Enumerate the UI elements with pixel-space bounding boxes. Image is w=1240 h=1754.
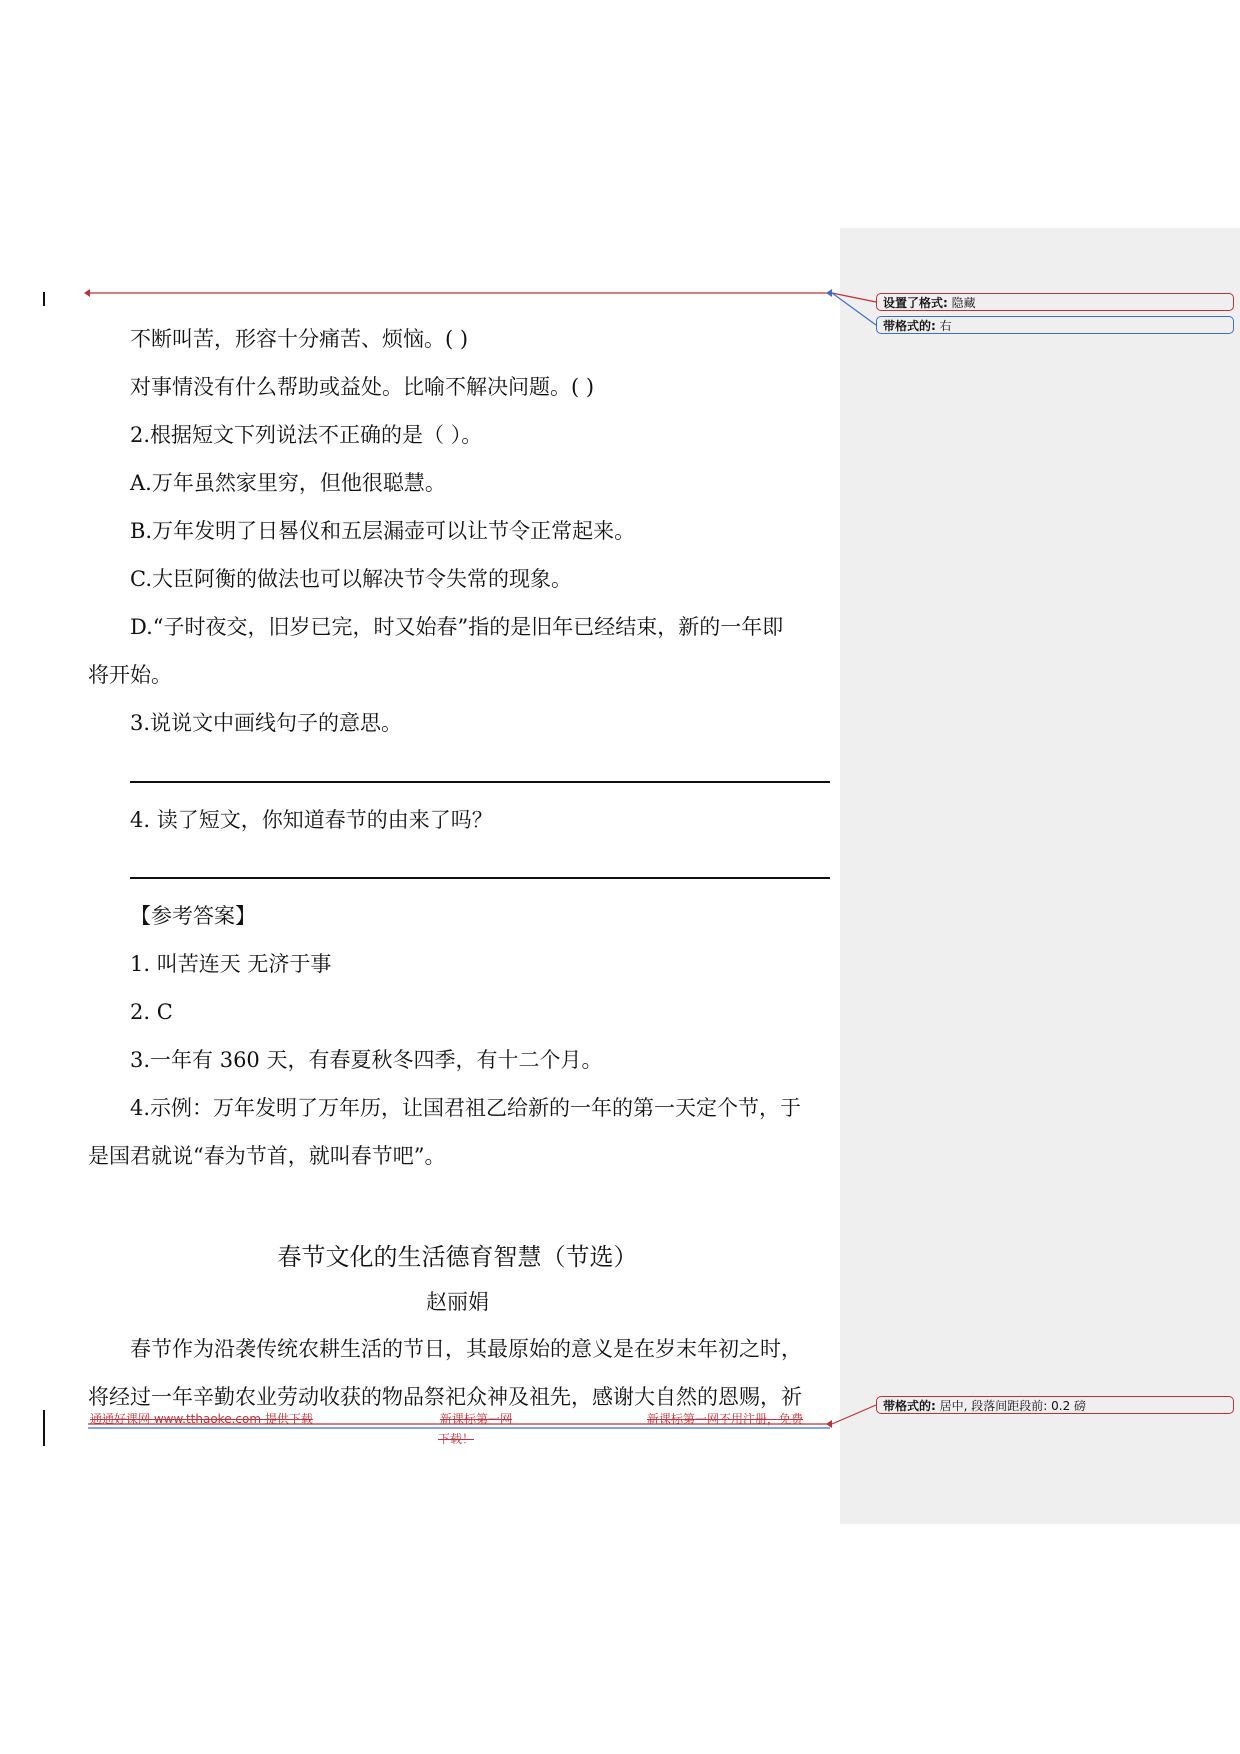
comment-label: 设置了格式:: [883, 296, 948, 310]
text-cursor: [43, 292, 45, 306]
format-comment-balloon[interactable]: [876, 316, 1234, 334]
comment-label: 带格式的:: [883, 1399, 936, 1413]
q2-option-a: A.万年虽然家里穷，但他很聪慧。: [130, 471, 446, 495]
answers-heading: 【参考答案】: [130, 904, 256, 928]
answer-line: [130, 877, 830, 879]
q4: 4. 读了短文，你知道春节的由来了吗？: [130, 808, 493, 832]
footer-center-line2[interactable]: 下载！: [438, 1432, 475, 1446]
answer-1: 1. 叫苦连天 无济于事: [130, 952, 332, 976]
q2-option-b: B.万年发明了日晷仪和五层漏壶可以让节令正常起来。: [130, 519, 636, 543]
article-title: 春节文化的生活德育智慧（节选）: [277, 1243, 638, 1271]
footer-right-link[interactable]: 新课标第一网不用注册，免费: [647, 1412, 804, 1426]
answer-4-line2: 是国君就说“春为节首，就叫春节吧”。: [88, 1144, 446, 1168]
comment-label: 带格式的:: [883, 319, 936, 333]
footer-left-link[interactable]: 通通好课网 www.tthaoke.com 提供下载: [90, 1412, 313, 1426]
format-comment-balloon[interactable]: [876, 1396, 1234, 1414]
text-cursor: [43, 1410, 45, 1446]
q2-option-d-line1: D.“子时夜交，旧岁已完，时又始春”指的是旧年已经结束，新的一年即: [130, 615, 784, 639]
answer-line: [130, 781, 830, 783]
q2-option-d-line2: 将开始。: [88, 663, 172, 687]
q2-stem: 2.根据短文下列说法不正确的是（ ）。: [130, 423, 483, 447]
article-author: 赵丽娟: [426, 1290, 489, 1314]
article-para-line2: 将经过一年辛勤农业劳动收获的物品祭祀众神及祖先，感谢大自然的恩赐，祈: [88, 1385, 802, 1409]
q1-line1: 不断叫苦，形容十分痛苦、烦恼。( ): [130, 327, 469, 351]
format-comment-balloon[interactable]: [876, 293, 1234, 311]
answer-2: 2. C: [130, 1000, 173, 1024]
comment-margin-pane: [840, 228, 1240, 1524]
answer-4-line1: 4.示例：万年发明了万年历，让国君祖乙给新的一年的第一天定个节，于: [130, 1096, 802, 1120]
q3: 3.说说文中画线句子的意思。: [130, 711, 403, 735]
q1-line2: 对事情没有什么帮助或益处。比喻不解决问题。( ): [130, 375, 595, 399]
comment-value: 居中, 段落间距段前: 0.2 磅: [939, 1399, 1087, 1413]
comment-value: 右: [939, 319, 952, 333]
article-para-line1: 春节作为沿袭传统农耕生活的节日，其最原始的意义是在岁末年初之时，: [130, 1337, 802, 1361]
answer-3: 3.一年有 360 天，有春夏秋冬四季，有十二个月。: [130, 1048, 603, 1072]
q2-option-c: C.大臣阿衡的做法也可以解决节令失常的现象。: [130, 567, 572, 591]
footer-center-line1[interactable]: 新课标第一网: [440, 1412, 513, 1426]
comment-value: 隐藏: [951, 296, 976, 310]
